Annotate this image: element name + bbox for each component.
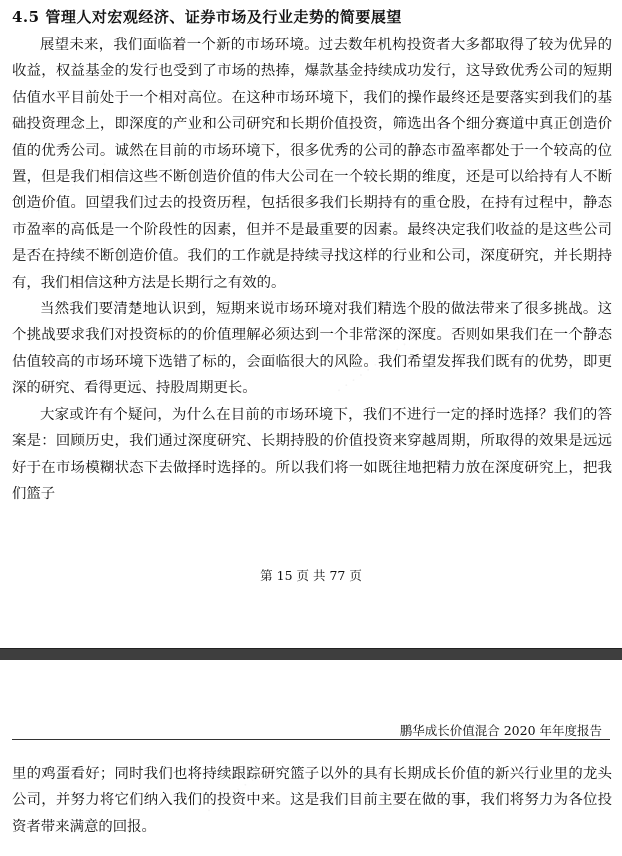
page-number: 第 15 页 共 77 页 [260,568,362,583]
paragraph-continuation: 里的鸡蛋看好；同时我们也将持续跟踪研究篮子以外的具有长期成长价值的新兴行业里的龙头公司，并努力将它们纳入我们的投资中来。这是我们目前主要在做的事，我们将努力为各位投资者带来满意的回报。 [12,766,612,835]
watermark: · · · · · · · · · · [203,757,282,819]
watermark: · · · · · · · · · · [333,337,412,399]
paragraph-challenges: 当然我们要清楚地认识到，短期来说市场环境对我们精选个股的做法带来了很多挑战。这个挑战要求我们对投资标的的价值理解必须达到一个非常深的深度。否则如果我们在一个静态估值较高的市场环境下选错了标的，会面临很大的风险。我们希望发挥我们既有的优势，即更深的研究、看得更远、持股周期更长。 [12,301,612,397]
page-16 [0,660,622,856]
running-header: 鹏华成长价值混合 2020 年年度报告 [399,723,602,738]
section-body [12,32,612,507]
paragraph-outlook: 展望未来，我们面临着一个新的市场环境。过去数年机构投资者大多都取得了较为优异的收益，权益基金的发行也受到了市场的热捧，爆款基金持续成功发行，这导致优秀公司的短期估值水平目前处于一个相对高位。在这种市场环境下，我们的操作最终还是要落实到我们的基础投资理念上，即深度的产业和公司研究和长期价值投资，筛选出各个细分赛道中真正创造价值的优秀公司。诚然在目前的市场环境下，很多优秀的公司的静态市盈率都处于一个较高的位置，但是我们相信这些不断创造价值的伟大公司在一个较长期的维度，还是可以给持有人不断创造价值。回望我们过去的投资历程，包括很多我们长期持有的重仓股，在持有过程中，静态市盈率的高低是一个阶段性的因素，但并不是最重要的因素。最终决定我们收益的是这些公司是否在持续不断创造价值。我们的工作就是持续寻找这样的行业和公司，深度研究，并长期持有，我们相信这种方法是长期行之有效的。 [12,37,612,291]
header-rule [12,739,610,740]
watermark: · · · · · · · · · · [33,157,112,219]
section-heading: 4.5 管理人对宏观经济、证券市场及行业走势的简要展望 [12,8,402,26]
paragraph-timing: 大家或许有个疑问，为什么在目前的市场环境下，我们不进行一定的择时选择？我们的答案是：回顾历史，我们通过深度研究、长期持股的价值投资来穿越周期，所取得的效果是远远好于在市场模糊状态下去做择时选择的。所以我们将一如既往地把精力放在深度研究上，把我们篮子 [12,406,612,502]
section-body-continued [12,761,612,840]
